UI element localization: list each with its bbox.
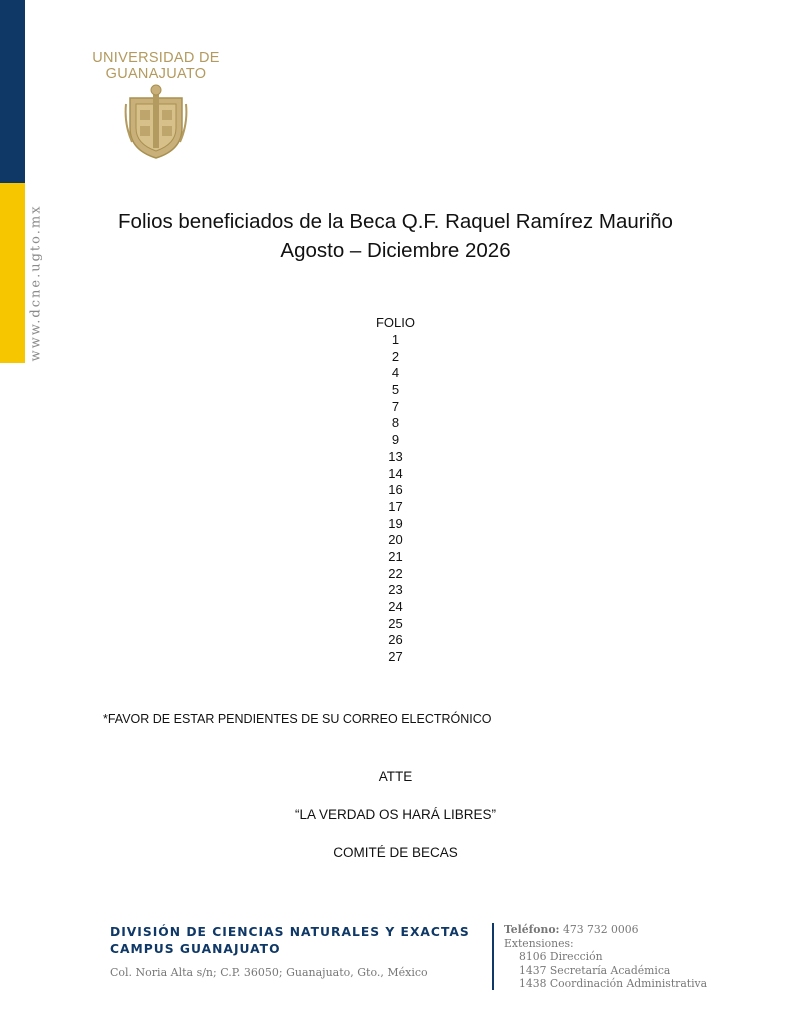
- folio-item: 19: [388, 515, 403, 531]
- footer-extensions-label: Extensiones:: [504, 936, 574, 950]
- closing-motto: “LA VERDAD OS HARÁ LIBRES”: [294, 807, 497, 822]
- footer-extension: 8106 Dirección: [519, 950, 603, 963]
- title-line-1: Folios beneficiados de la Beca Q.F. Raquel Ramírez Mauriño: [118, 210, 673, 233]
- folio-item: 9: [391, 432, 400, 448]
- folio-header: FOLIO: [375, 315, 415, 330]
- folio-item: 7: [391, 398, 400, 414]
- folio-item: 4: [391, 365, 400, 381]
- document-title: [0, 207, 791, 265]
- folio-item: 2: [391, 348, 400, 364]
- logo-line-2: GUANAJUATO: [105, 66, 207, 82]
- footer-contact: [504, 923, 707, 991]
- closing-atte: ATTE: [378, 769, 413, 784]
- footer-division-line-2: CAMPUS GUANAJUATO: [110, 942, 281, 956]
- folio-item: 1: [391, 332, 400, 347]
- folio-list: [0, 314, 791, 666]
- folio-item: 14: [388, 465, 403, 481]
- folio-item: 5: [391, 382, 400, 398]
- folio-item: 21: [388, 548, 403, 564]
- side-url: www.dcne.ugto.mx: [28, 204, 44, 362]
- folio-item: 16: [388, 482, 403, 498]
- email-note: *FAVOR DE ESTAR PENDIENTES DE SU CORREO ELECTRÓNICO: [103, 712, 492, 726]
- university-crest-icon: [124, 84, 188, 160]
- side-bar-blue: [0, 0, 25, 183]
- folio-item: 17: [388, 498, 403, 514]
- folio-item: 27: [388, 649, 403, 665]
- logo-line-1: UNIVERSIDAD DE: [92, 50, 220, 66]
- folio-item: 22: [388, 565, 403, 581]
- closing-committee: COMITÉ DE BECAS: [333, 845, 458, 860]
- footer-phone: 473 732 0006: [562, 923, 639, 936]
- footer-division: [110, 924, 470, 958]
- footer-division-line-1: DIVISIÓN DE CIENCIAS NATURALES Y EXACTAS: [110, 925, 470, 939]
- folio-item: 13: [388, 448, 403, 464]
- title-line-2: Agosto – Diciembre 2026: [280, 239, 511, 262]
- footer-divider: [492, 923, 494, 990]
- footer-extension: 1437 Secretaría Académica: [519, 963, 671, 977]
- folio-item: 25: [388, 615, 403, 631]
- folio-item: 8: [391, 415, 400, 431]
- university-logo: [90, 50, 222, 160]
- folio-item: 23: [388, 582, 403, 598]
- footer-address: Col. Noria Alta s/n; C.P. 36050; Guanajuato, Gto., México: [110, 966, 428, 979]
- folio-item: 26: [388, 632, 403, 648]
- footer-phone-row: [504, 923, 707, 937]
- folio-item: 24: [388, 599, 403, 614]
- folio-item: 20: [388, 532, 403, 548]
- footer-extension: 1438 Coordinación Administrativa: [519, 977, 708, 990]
- footer-phone-label: Teléfono:: [504, 923, 560, 936]
